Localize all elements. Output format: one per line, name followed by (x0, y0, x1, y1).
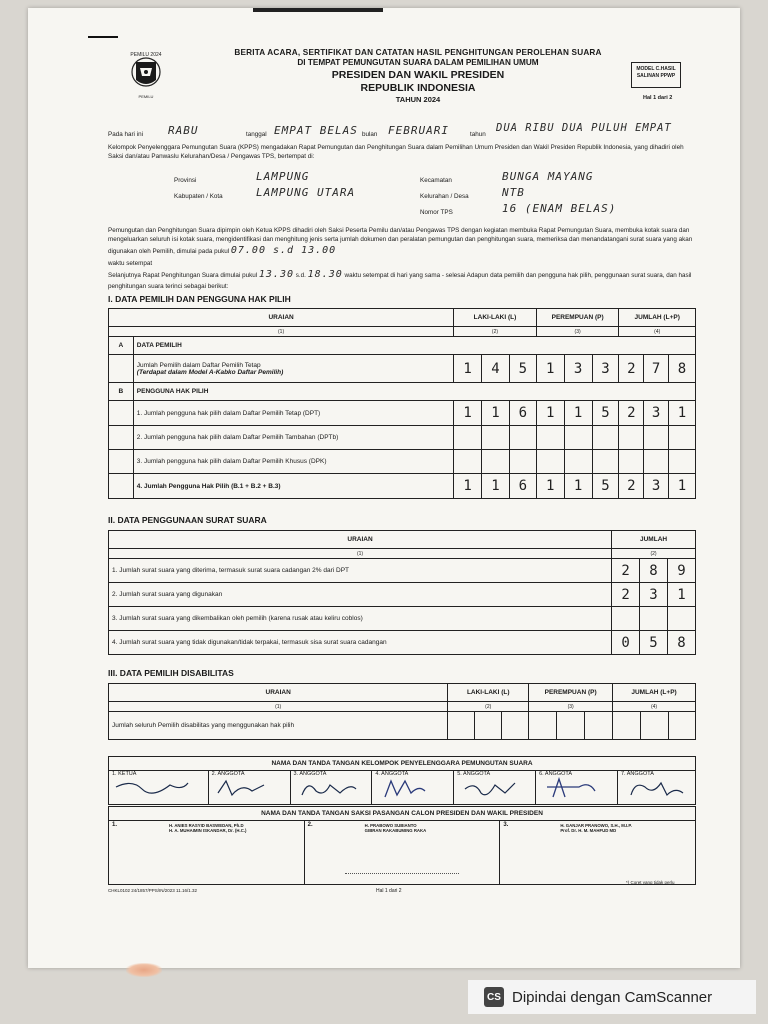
signature-row (109, 771, 696, 805)
signature-cell (109, 771, 209, 805)
model-line1: MODEL C.HASIL (636, 66, 676, 72)
digit-cell (613, 712, 641, 740)
digit-cell: 5 (592, 474, 619, 499)
digit-cell (564, 450, 592, 474)
dotted-line (345, 873, 460, 874)
digit-cell (454, 450, 482, 474)
digit-cell: 3 (644, 474, 669, 499)
model-line2: SALINAN PPWP (636, 72, 676, 79)
signature-cell (617, 771, 695, 805)
digit-cell: 2 (612, 583, 640, 607)
digit-cell (668, 607, 696, 631)
saksi2b-name: GIBRAN RAKABUMING RAKA (364, 828, 427, 834)
footer-code: CHKL0102 24/1857/PPS/IN/2023 11.16/1.32 (108, 888, 197, 893)
digit-cell (536, 426, 564, 450)
kpps-signature-table (108, 756, 696, 805)
digit-cell: 3 (644, 401, 669, 426)
saksi2-name: H. PRABOWO SUBIANTO (364, 823, 417, 828)
date-line (108, 124, 708, 140)
table-number-row (109, 327, 696, 337)
section1-title: I. DATA PEMILIH DAN PENGGUNA HAK PILIH (108, 294, 291, 304)
blank-cell (109, 474, 134, 499)
table-row (109, 559, 696, 583)
digit-cell: 2 (619, 355, 644, 383)
table-row (109, 712, 696, 740)
hari-value: RABU (168, 124, 199, 137)
procedure-text: Pemungutan dan Penghitungan Suara dipimpin oleh Ketua KPPS dihadiri oleh Saksi Peserta Pemilu dan/atau Pengawas TPS dengan kegiatan membuka Rapat Pemungutan Suara, membuka kotak suara dan mengeluarkan seluruh isi kotak suara, mengidentifikasi dan menghitung jenis serta jumlah dokumen dan peralatan pemungutan dan penghitungan suara, memeriksa dan menandatangani surat suara yang akan digunakan oleh Pemilih, dimulai pada pukul (108, 227, 693, 256)
blank-cell (109, 401, 134, 426)
row-label: 1. Jumlah surat suara yang diterima, termasuk surat suara cadangan 2% dari DPT (109, 559, 612, 583)
table-row (109, 355, 696, 383)
signature-cell (208, 771, 290, 805)
data-pemilih-text: Adapun data pemilih dan pengguna hak pilih, penggunaan surat suara, dan hasil penghitungan suara terinci sebagai berikut: (108, 271, 692, 291)
row-b3-label: 3. Jumlah pengguna hak pilih dalam Daftar Pemilih Khusus (DPK) (133, 450, 453, 474)
digit-cell: 2 (619, 401, 644, 426)
col-num-3: (3) (529, 702, 613, 712)
digit-cell (668, 712, 695, 740)
digit-cell (669, 450, 696, 474)
table-row (109, 383, 696, 401)
digit-cell: 8 (668, 631, 696, 655)
waktu-mulai: 13.30 (258, 268, 294, 280)
row-title-b: PENGGUNA HAK PILIH (133, 383, 695, 401)
kelurahan-value: NTB (502, 186, 525, 199)
col-uraian: URAIAN (109, 684, 448, 702)
digit-cell: 1 (482, 474, 510, 499)
table-row (109, 426, 696, 450)
intro-text: Kelompok Penyelenggara Pemungutan Suara (KPPS) mengadakan Rapat Pemungutan dan Penghitungan Suara dalam Pemilihan Umum Presiden dan Wakil Presiden Republik Indonesia, yang dihadiri oleh Saksi dan/atau Panwaslu Kelurahan/Desa / Pengawas TPS, bertempat di: (108, 144, 684, 161)
role-label: 5. ANGGOTA (457, 771, 491, 777)
blank-cell (109, 355, 134, 383)
footer-page: Hal 1 dari 2 (376, 888, 402, 894)
digit-cell: 8 (669, 355, 696, 383)
digit-cell: 3 (564, 355, 592, 383)
table-header-row (109, 531, 696, 549)
digit-cell (482, 426, 510, 450)
digit-cell: 1 (564, 474, 592, 499)
col-perempuan: PEREMPUAN (P) (536, 309, 619, 327)
header-line2: DI TEMPAT PEMUNGUTAN SUARA DALAM PEMILIHAN UMUM (297, 58, 539, 68)
scan-mark (88, 36, 118, 38)
col-laki: LAKI-LAKI (L) (454, 309, 537, 327)
camscanner-icon: CS (484, 987, 504, 1007)
row-b1-label: 1. Jumlah pengguna hak pilih dalam Daftar Pemilih Tetap (DPT) (133, 401, 453, 426)
col-uraian: URAIAN (109, 309, 454, 327)
digit-cell (612, 607, 640, 631)
saksi1-name: H. ANIES RASYID BASWEDAN, Ph.D (169, 823, 244, 828)
signature-mark (294, 777, 364, 799)
digit-cell (619, 450, 644, 474)
bulan-value: FEBRUARI (388, 124, 449, 137)
role-label: 1. KETUA (112, 771, 137, 777)
digit-cell: 5 (640, 631, 668, 655)
waktu-awal: 07.00 s.d 13.00 (230, 245, 337, 257)
a1-sub: (Terdapat dalam Model A-Kabko Daftar Pemilih) (136, 368, 284, 376)
bulan-label: bulan (362, 131, 378, 138)
role-label: 7. ANGGOTA (620, 771, 654, 777)
row-code-b: B (109, 383, 134, 401)
digit-cell (536, 450, 564, 474)
digit-cell: 3 (592, 355, 619, 383)
digit-cell (669, 426, 696, 450)
digit-cell: 7 (644, 355, 669, 383)
saksi-num: 3. (503, 822, 509, 828)
digit-cell: 1 (536, 401, 564, 426)
a1-label: Jumlah Pemilih dalam Daftar Pemilih Tetap (136, 361, 261, 369)
digit-cell: 1 (536, 474, 564, 499)
header-line4: REPUBLIK INDONESIA (360, 81, 476, 94)
table-header-row (109, 684, 696, 702)
waktu-selesai: 18.30 (307, 268, 343, 280)
camscanner-text: Dipindai dengan CamScanner (512, 988, 713, 1006)
digit-cell: 5 (509, 355, 536, 383)
saksi1-names (169, 823, 246, 833)
digit-cell (448, 712, 475, 740)
digit-cell (641, 712, 669, 740)
digit-cell (592, 426, 619, 450)
tps-value: 16 (ENAM BELAS) (502, 202, 617, 215)
col-uraian: URAIAN (109, 531, 612, 549)
digit-cell (585, 712, 613, 740)
digit-cell (482, 450, 510, 474)
saksi-num: 1. (112, 822, 118, 828)
digit-cell: 1 (454, 474, 482, 499)
col-num-3: (3) (536, 327, 619, 337)
digit-cell: 1 (669, 401, 696, 426)
saksi-cell-3 (500, 821, 696, 885)
form-page (28, 8, 740, 968)
signature-mark (212, 777, 282, 799)
col-perempuan: PEREMPUAN (P) (529, 684, 613, 702)
saksi3b-name: Prof. Dr. H. M. MAHFUD MD (560, 828, 617, 834)
table-row (109, 583, 696, 607)
table-row (109, 450, 696, 474)
paper-stain (126, 963, 162, 977)
tps-label: Nomor TPS (420, 209, 453, 216)
signature-mark (621, 777, 691, 799)
digit-cell (564, 426, 592, 450)
header-line3: PRESIDEN DAN WAKIL PRESIDEN (331, 68, 505, 81)
signature-cell (372, 771, 454, 805)
digit-cell: 0 (612, 631, 640, 655)
digit-cell: 1 (668, 583, 696, 607)
signature-row (109, 821, 696, 885)
saksi-signature-table (108, 806, 696, 885)
col-laki: LAKI-LAKI (L) (448, 684, 529, 702)
table-row (109, 401, 696, 426)
section3-title: III. DATA PEMILIH DISABILITAS (108, 668, 234, 678)
footer-note: *) Coret yang tidak perlu (626, 880, 675, 885)
kpps-title: NAMA DAN TANDA TANGAN KELOMPOK PENYELENGGARA PEMUNGUTAN SUARA (109, 757, 696, 771)
row-label: 4. Jumlah surat suara yang tidak digunakan/tidak terpakai, termasuk sisa surat suara cadangan (109, 631, 612, 655)
col-num-1: (1) (109, 327, 454, 337)
header-line1: BERITA ACARA, SERTIFIKAT DAN CATATAN HASIL PENGHITUNGAN PEROLEHAN SUARA (234, 48, 602, 57)
row-a1-label (133, 355, 453, 383)
digit-cell (509, 450, 536, 474)
model-badge (631, 62, 681, 88)
provinsi-label: Provinsi (174, 177, 197, 184)
digit-cell: 5 (592, 401, 619, 426)
row-title-a: DATA PEMILIH (133, 337, 695, 355)
digit-cell (644, 426, 669, 450)
saksi-title: NAMA DAN TANDA TANGAN SAKSI PASANGAN CALON PRESIDEN DAN WAKIL PRESIDEN (109, 807, 696, 821)
digit-cell: 1 (454, 355, 482, 383)
page-number: Hal 1 dari 2 (643, 95, 673, 101)
digit-cell: 8 (640, 559, 668, 583)
section3-table (108, 683, 696, 740)
signature-mark (112, 777, 192, 799)
digit-cell: 9 (668, 559, 696, 583)
kpu-logo (120, 48, 172, 108)
kabupaten-label: Kabupaten / Kota (174, 193, 223, 200)
table-header-row (109, 757, 696, 771)
col-num-4: (4) (613, 702, 696, 712)
provinsi-value: LAMPUNG (256, 170, 310, 183)
waktu-setempat-2: waktu setempat di hari yang sama - selesai (344, 271, 466, 279)
saksi-cell-2 (304, 821, 500, 885)
procedure-paragraph (108, 226, 700, 292)
hari-label: Pada hari ini (108, 131, 144, 138)
role-label: 6. ANGGOTA (539, 771, 572, 777)
saksi-num: 2. (307, 822, 313, 828)
header-line5: TAHUN 2024 (395, 94, 441, 104)
sd-text: s.d. (295, 271, 306, 279)
row-label: 2. Jumlah surat suara yang digunakan (109, 583, 612, 607)
waktu-setempat: waktu setempat (108, 259, 153, 267)
digit-cell: 6 (509, 401, 536, 426)
section2-title: II. DATA PENGGUNAAN SURAT SUARA (108, 515, 267, 525)
col-num-1: (1) (109, 702, 448, 712)
table-row (109, 607, 696, 631)
signature-mark (457, 777, 527, 799)
table-number-row (109, 549, 696, 559)
row-code-a: A (109, 337, 134, 355)
digit-cell: 6 (509, 474, 536, 499)
digit-cell: 2 (619, 474, 644, 499)
table-row (109, 631, 696, 655)
digit-cell (619, 426, 644, 450)
saksi3-name: H. GANJAR PRANOWO, S.H., M.I.P. (560, 823, 632, 828)
col-num-2: (2) (454, 327, 537, 337)
kelurahan-label: Kelurahan / Desa (420, 193, 469, 200)
digit-cell: 4 (482, 355, 510, 383)
digit-cell (502, 712, 529, 740)
kabupaten-value: LAMPUNG UTARA (256, 186, 356, 199)
col-num-2: (2) (612, 549, 696, 559)
table-header-row (109, 807, 696, 821)
col-jumlah: JUMLAH (612, 531, 696, 549)
table-row (109, 474, 696, 499)
digit-cell (644, 450, 669, 474)
tanggal-value: EMPAT BELAS (274, 124, 358, 137)
digit-cell: 1 (482, 401, 510, 426)
signature-cell (454, 771, 536, 805)
signature-mark (539, 777, 609, 799)
signature-cell (536, 771, 618, 805)
saksi2-names (365, 823, 427, 833)
row-label: 3. Jumlah surat suara yang dikembalikan oleh pemilih (karena rusak atau keliru coblos) (109, 607, 612, 631)
kecamatan-label: Kecamatan (420, 177, 452, 184)
digit-cell: 1 (536, 355, 564, 383)
table-number-row (109, 702, 696, 712)
tahun-label: tahun (470, 131, 486, 138)
col-num-2: (2) (448, 702, 529, 712)
row-b2-label: 2. Jumlah pengguna hak pilih dalam Daftar Pemilih Tambahan (DPTb) (133, 426, 453, 450)
saksi-cell-1 (109, 821, 305, 885)
digit-cell: 1 (564, 401, 592, 426)
digit-cell (454, 426, 482, 450)
signature-mark (375, 777, 445, 799)
digit-cell (529, 712, 557, 740)
tahun-value: DUA RIBU DUA PULUH EMPAT (496, 122, 672, 134)
digit-cell: 1 (454, 401, 482, 426)
digit-cell (640, 607, 668, 631)
col-num-1: (1) (109, 549, 612, 559)
digit-cell: 1 (669, 474, 696, 499)
tanggal-label: tanggal (246, 131, 267, 138)
role-label: 3. ANGGOTA (293, 771, 327, 777)
col-jumlah: JUMLAH (L+P) (619, 309, 696, 327)
form-header (208, 48, 628, 104)
section2-table (108, 530, 696, 655)
saksi3-names (560, 823, 632, 833)
table-row (109, 337, 696, 355)
row-label: Jumlah seluruh Pemilih disabilitas yang menggunakan hak pilih (109, 712, 448, 740)
blank-cell (109, 426, 134, 450)
blank-cell (109, 450, 134, 474)
saksi1b-name: H. A. MUHAIMIN ISKANDAR, Dr. (H.C.) (169, 828, 247, 834)
signature-cell (290, 771, 372, 805)
role-label: 2. ANGGOTA (211, 771, 245, 777)
col-num-4: (4) (619, 327, 696, 337)
row-b4-label: 4. Jumlah Pengguna Hak Pilih (B.1 + B.2 + B.3) (133, 474, 453, 499)
section1-table (108, 308, 696, 499)
digit-cell: 2 (612, 559, 640, 583)
svg-text:PEMILU 2024: PEMILU 2024 (130, 52, 162, 58)
digit-cell (592, 450, 619, 474)
role-label: 4. ANGGOTA (375, 771, 409, 777)
digit-cell: 3 (640, 583, 668, 607)
penghitungan-text: Selanjutnya Rapat Penghitungan Suara dimulai pukul (108, 271, 258, 279)
digit-cell (509, 426, 536, 450)
kecamatan-value: BUNGA MAYANG (502, 170, 594, 183)
scan-mark (253, 8, 383, 12)
table-header-row (109, 309, 696, 327)
location-block (174, 168, 634, 228)
digit-cell (475, 712, 502, 740)
camscanner-watermark (468, 980, 756, 1014)
col-jumlah: JUMLAH (L+P) (613, 684, 696, 702)
svg-text:PEMILU: PEMILU (138, 94, 154, 99)
digit-cell (557, 712, 585, 740)
